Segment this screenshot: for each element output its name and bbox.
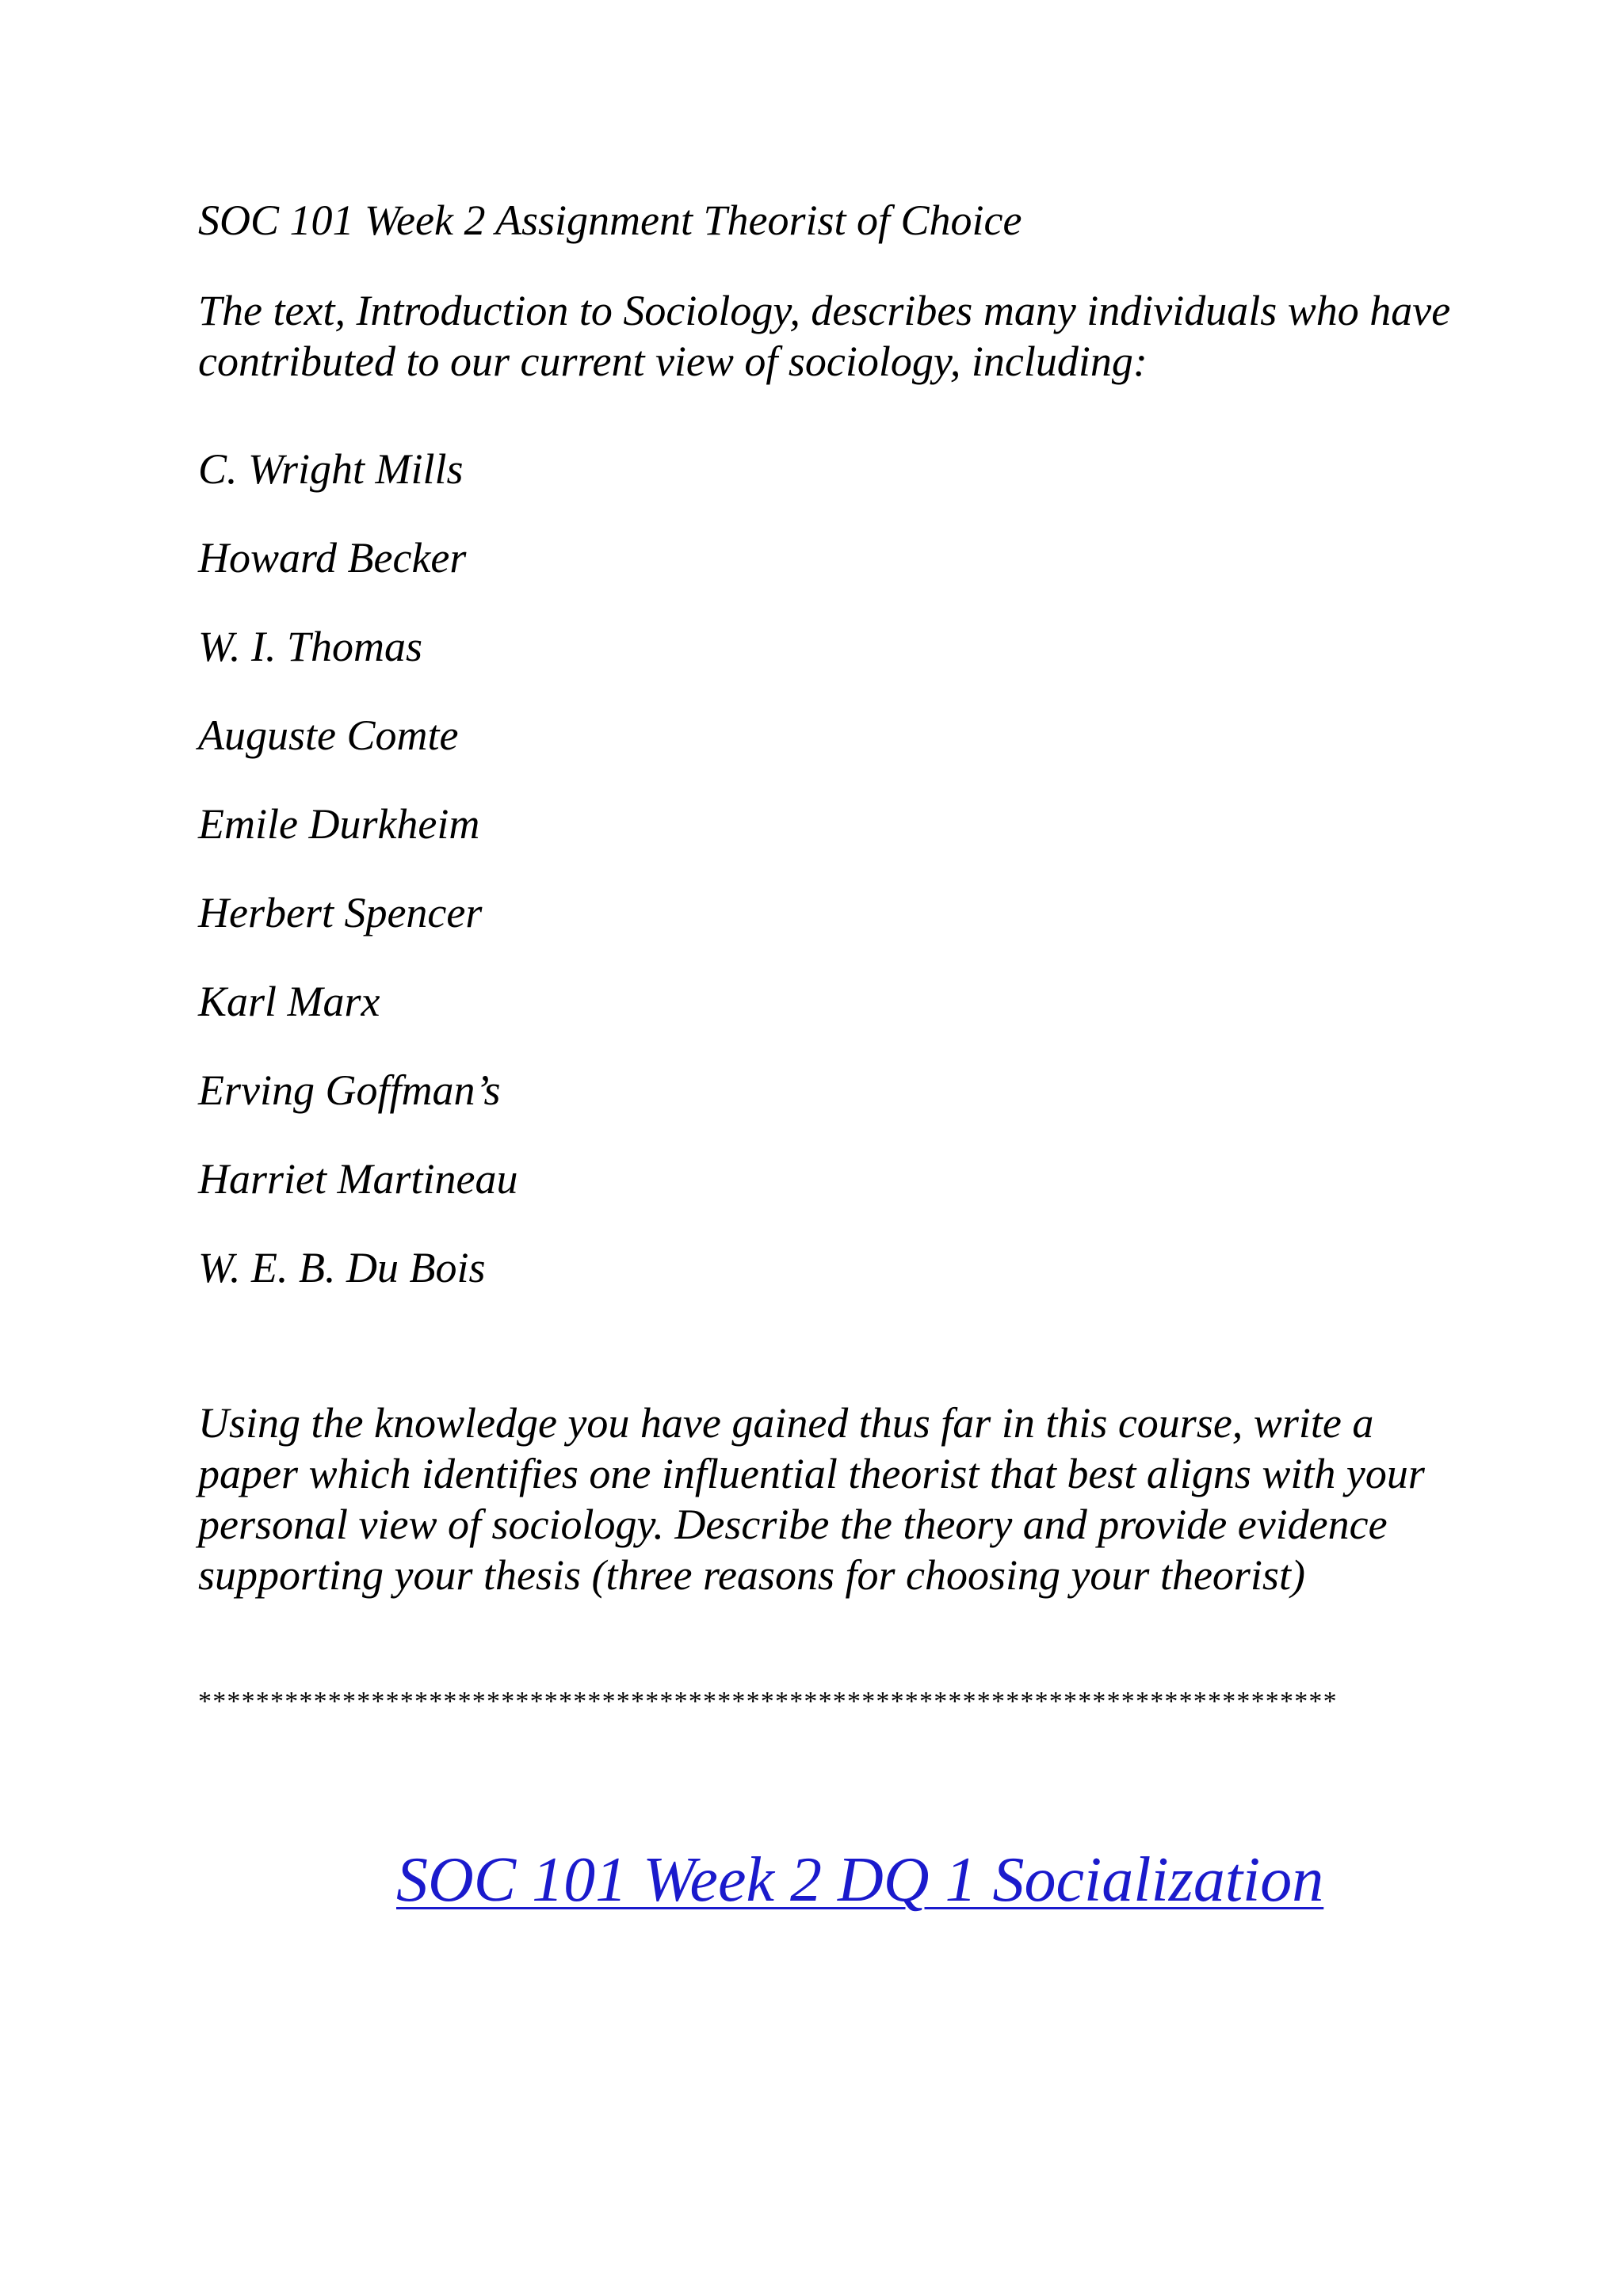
intro-paragraph: The text, Introduction to Sociology, describes many individuals who have contributed to our current view of sociology, including: bbox=[198, 287, 1451, 385]
theorist-item: Herbert Spencer bbox=[198, 889, 483, 936]
theorist-item: Erving Goffman’s bbox=[198, 1066, 501, 1114]
asterisk-divider: ******************************************************************************* bbox=[198, 1687, 1338, 1716]
next-assignment-link[interactable]: SOC 101 Week 2 DQ 1 Socialization bbox=[396, 1845, 1324, 1915]
theorist-item: C. Wright Mills bbox=[198, 445, 464, 493]
theorist-item: Harriet Martineau bbox=[198, 1155, 518, 1203]
theorist-item: Auguste Comte bbox=[198, 711, 459, 759]
theorist-item: Howard Becker bbox=[198, 534, 467, 582]
assignment-title: SOC 101 Week 2 Assignment Theorist of Choice bbox=[198, 196, 1022, 244]
theorist-item: Karl Marx bbox=[198, 978, 380, 1025]
theorist-item: W. E. B. Du Bois bbox=[198, 1244, 486, 1291]
instructions-paragraph: Using the knowledge you have gained thus far in this course, write a paper which identifies one influential theorist that best aligns with your personal view of sociology. Describe the theory and provide evidence supporting your thesis (three reasons for choosing your theorist) bbox=[198, 1399, 1425, 1599]
theorist-item: W. I. Thomas bbox=[198, 623, 423, 670]
theorist-item: Emile Durkheim bbox=[198, 800, 480, 848]
